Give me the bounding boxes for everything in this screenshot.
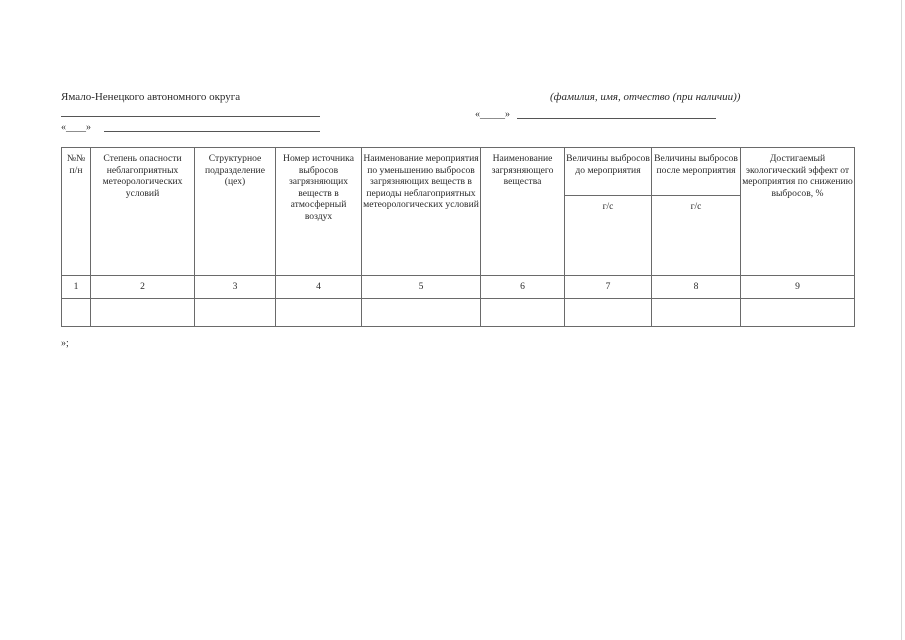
col-number-5: 5 — [362, 276, 481, 299]
date-right-line — [517, 118, 716, 119]
col-header-number: №№ п/н — [62, 148, 91, 276]
col-number-2: 2 — [91, 276, 195, 299]
col-header-emissions-before: Величины выбросов до мероприятия — [565, 148, 652, 196]
date-left: «____» — [61, 122, 91, 133]
col-header-measure-name: Наименование мероприятия по уменьшению выбросов загрязняющих веществ в периоды неблагоприятных метеорологических условий — [362, 148, 481, 276]
page-edge — [901, 0, 902, 640]
signature-line — [61, 116, 320, 117]
unit-after: г/с — [652, 196, 741, 276]
table-cell — [652, 299, 741, 327]
col-number-9: 9 — [741, 276, 855, 299]
table-cell — [195, 299, 276, 327]
col-header-effect: Достигаемый экологический эффект от мероприятия по снижению выбросов, % — [741, 148, 855, 276]
region-label: Ямало-Ненецкого автономного округа — [61, 91, 241, 103]
col-header-danger-level: Степень опасности неблагоприятных метеорологических условий — [91, 148, 195, 276]
fio-label: (фамилия, имя, отчество (при наличии)) — [550, 91, 741, 103]
col-number-8: 8 — [652, 276, 741, 299]
col-number-4: 4 — [276, 276, 362, 299]
col-header-department: Структурное подразделение (цех) — [195, 148, 276, 276]
col-header-substance: Наименование загрязняющего вещества — [481, 148, 565, 276]
date-right: «_____» — [475, 109, 510, 120]
col-number-6: 6 — [481, 276, 565, 299]
col-number-1: 1 — [62, 276, 91, 299]
table-cell — [565, 299, 652, 327]
col-number-7: 7 — [565, 276, 652, 299]
table-number-row — [62, 276, 855, 299]
table-cell — [62, 299, 91, 327]
table-cell — [91, 299, 195, 327]
unit-before: г/с — [565, 196, 652, 276]
col-header-source-number: Номер источника выбросов загрязняющих веществ в атмосферный воздух — [276, 148, 362, 276]
measures-table — [61, 147, 855, 327]
table-header-row — [62, 148, 855, 196]
closing-mark: »; — [61, 338, 69, 349]
col-header-emissions-after: Величины выбросов после мероприятия — [652, 148, 741, 196]
table-cell — [362, 299, 481, 327]
col-number-3: 3 — [195, 276, 276, 299]
table-row — [62, 299, 855, 327]
date-left-line — [104, 131, 320, 132]
table-cell — [481, 299, 565, 327]
table-cell — [276, 299, 362, 327]
table-cell — [741, 299, 855, 327]
